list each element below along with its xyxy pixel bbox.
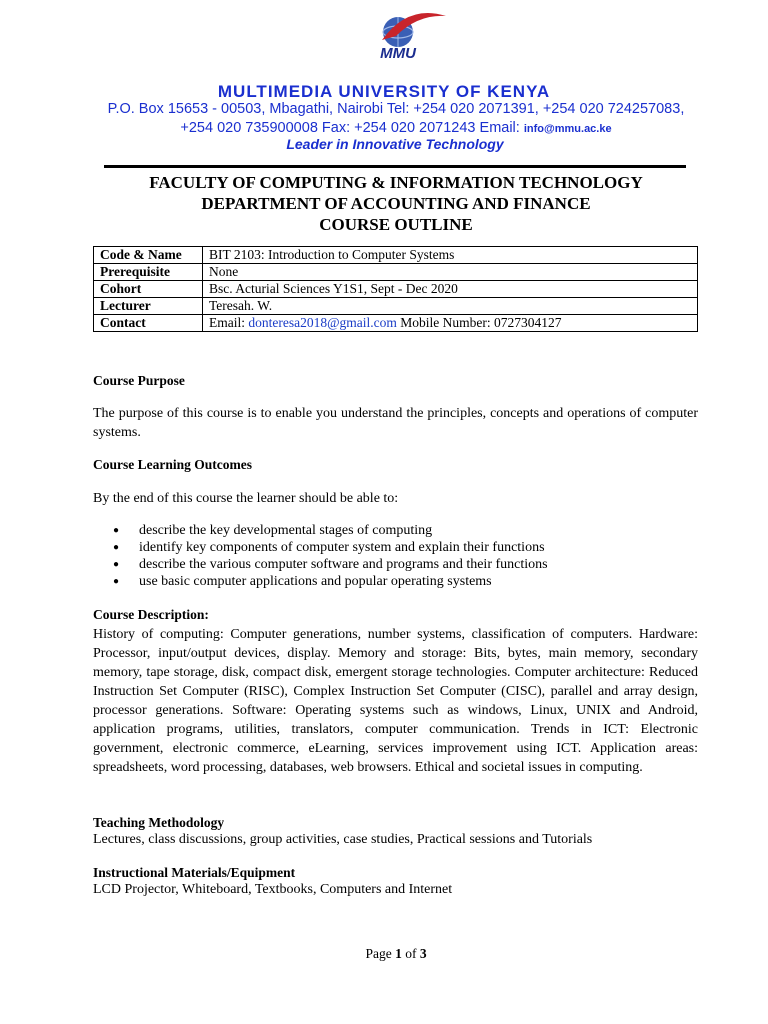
table-row — [94, 298, 698, 315]
contact-mobile: Mobile Number: 0727304127 — [396, 315, 562, 330]
materials-title: Instructional Materials/Equipment — [93, 865, 296, 880]
row-value: Teresah. W. — [203, 298, 698, 315]
contact-address — [96, 100, 696, 139]
bullet-icon: ● — [113, 559, 120, 570]
table-row — [94, 315, 698, 332]
row-label: Contact — [94, 315, 203, 332]
logo-text: MMU — [380, 45, 416, 62]
page-label: Page — [365, 946, 396, 961]
row-value: None — [203, 264, 698, 281]
list-item — [93, 539, 693, 556]
table-row — [94, 247, 698, 264]
row-label: Prerequisite — [94, 264, 203, 281]
department-heading: DEPARTMENT OF ACCOUNTING AND FINANCE — [201, 194, 591, 213]
row-value: BIT 2103: Introduction to Computer Systems — [203, 247, 698, 264]
row-value — [203, 315, 698, 332]
table-row — [94, 281, 698, 298]
address-text: P.O. Box 15653 - 00503, Mbagathi, Nairobi Tel: +254 020 2071391, +254 020 724257083, +254 020 735900008 Fax: +254 020 2071243 Email: — [107, 101, 685, 136]
course-info-table — [93, 246, 698, 332]
total-pages: 3 — [419, 946, 427, 961]
faculty-heading: FACULTY OF COMPUTING & INFORMATION TECHNOLOGY — [149, 173, 643, 192]
outcomes-title: Course Learning Outcomes — [93, 457, 252, 472]
materials-text: LCD Projector, Whiteboard, Textbooks, Computers and Internet — [93, 882, 453, 897]
current-page: 1 — [395, 946, 402, 961]
contact-prefix: Email: — [209, 315, 249, 330]
document-title: COURSE OUTLINE — [319, 215, 473, 234]
outcomes-intro: By the end of this course the learner should be able to: — [93, 491, 399, 506]
bullet-icon: ● — [113, 525, 120, 536]
purpose-text: The purpose of this course is to enable you understand the principles, concepts and operations of computer systems. — [93, 406, 698, 440]
university-logo — [362, 10, 448, 68]
outcome-text: describe the key developmental stages of computing — [139, 523, 433, 538]
of-label: of — [401, 946, 420, 961]
list-item — [93, 522, 693, 539]
row-label: Cohort — [94, 281, 203, 298]
bullet-icon: ● — [113, 542, 120, 553]
outcome-text: identify key components of computer system and explain their functions — [139, 540, 545, 555]
row-label: Lecturer — [94, 298, 203, 315]
purpose-title: Course Purpose — [93, 373, 185, 388]
university-email[interactable]: info@mmu.ac.ke — [523, 123, 612, 135]
methodology-text: Lectures, class discussions, group activities, case studies, Practical sessions and Tutorials — [93, 832, 593, 847]
description-title: Course Description: — [93, 607, 209, 622]
row-label: Code & Name — [94, 247, 203, 264]
lecturer-email-link[interactable]: donteresa2018@gmail.com — [248, 315, 397, 330]
header-divider — [104, 165, 686, 168]
bullet-icon: ● — [113, 576, 120, 587]
row-value: Bsc. Acturial Sciences Y1S1, Sept - Dec 2020 — [203, 281, 698, 298]
outcomes-list — [93, 522, 693, 590]
tagline: Leader in Innovative Technology — [286, 136, 504, 152]
list-item — [93, 573, 693, 590]
methodology-title: Teaching Methodology — [93, 815, 225, 830]
table-row — [94, 264, 698, 281]
list-item — [93, 556, 693, 573]
outcome-text: describe the various computer software and programs and their functions — [139, 557, 548, 572]
outcome-text: use basic computer applications and popular operating systems — [139, 574, 492, 589]
university-name: MULTIMEDIA UNIVERSITY OF KENYA — [217, 82, 551, 101]
description-text: History of computing: Computer generations, number systems, classification of computers. Hardware: Processor, input/output devices, display. Memory and storage: Bits, bytes, main memory, secondary memory, tape storage, disk, compact disk, emergent storage technologies. Computer architecture: Reduced Instruction Set Computer (RISC), Complex Instruction Set Computer (CISC), parallel and array design, processor generations. Software: Operating systems such as windows, Linux, UNIX and Android, application programs, utilities, translators, computer communication. Trends in ICT: Electronic government, electronic commerce, eLearning, services improvement using ICT. Application areas: spreadsheets, word processing, databases, web browsers. Ethical and societal issues in computing. — [93, 627, 698, 775]
page-number — [0, 946, 768, 962]
